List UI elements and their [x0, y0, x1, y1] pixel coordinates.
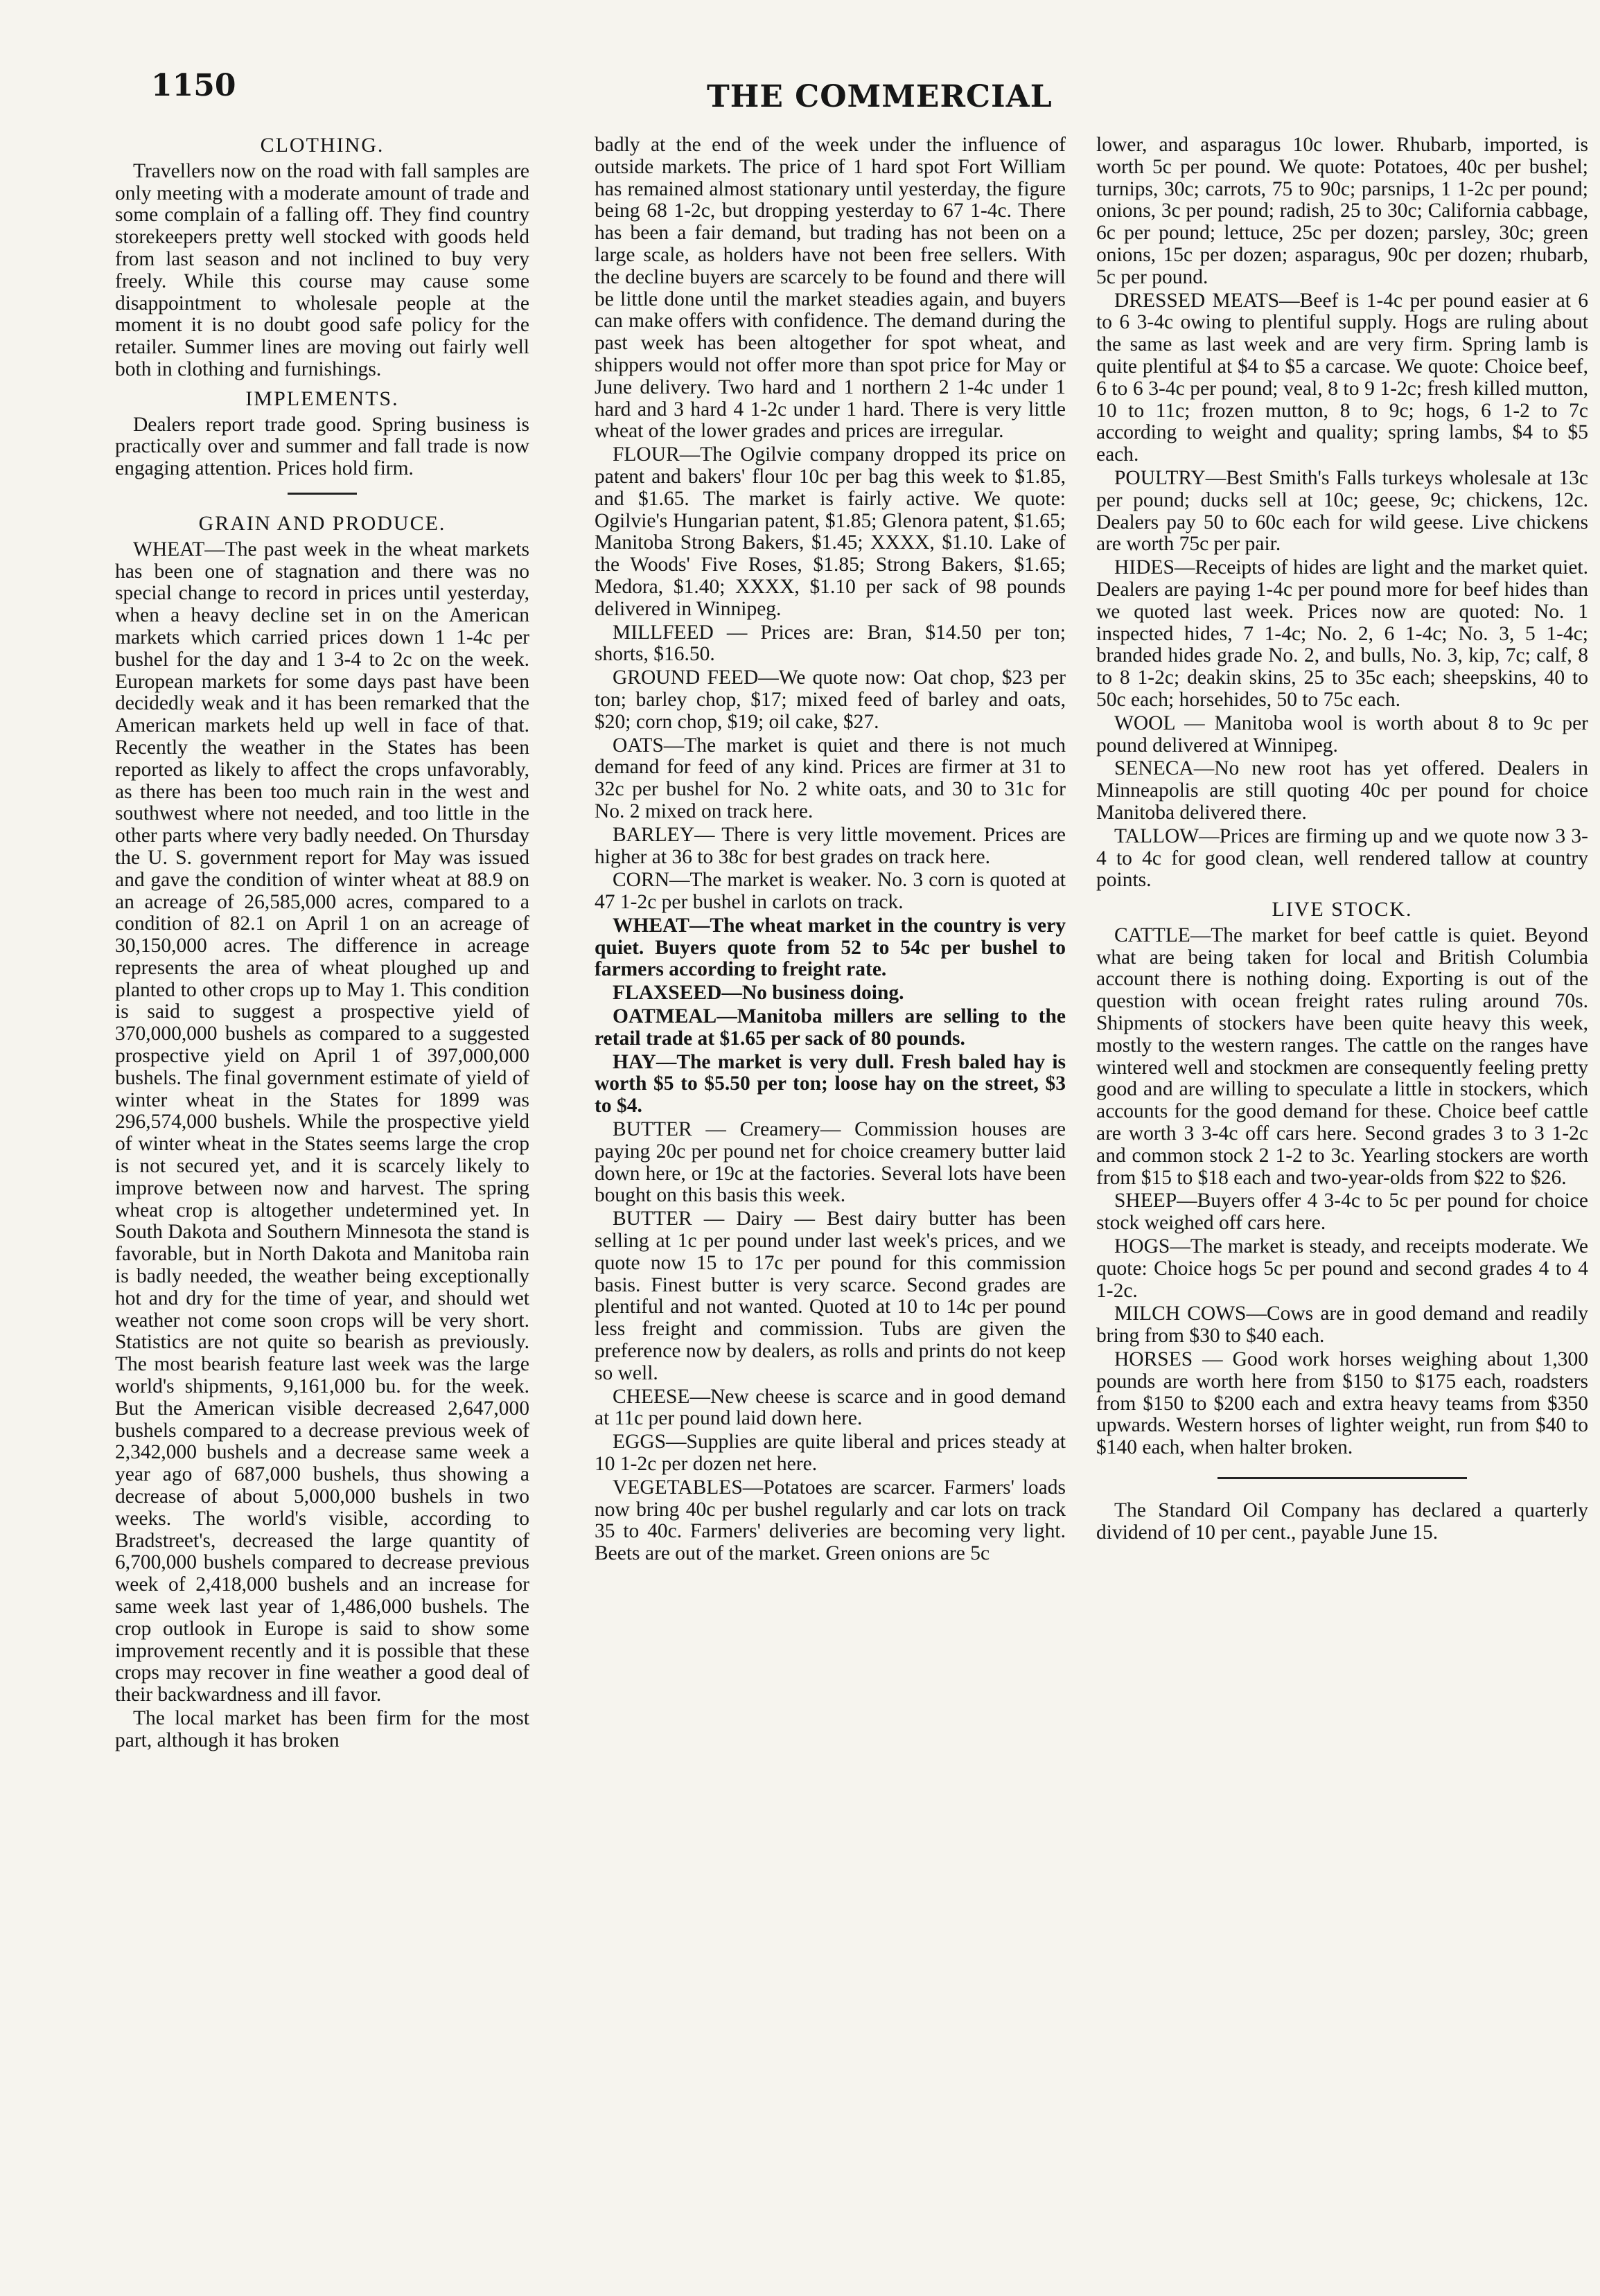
standard-oil-paragraph: The Standard Oil Company has declared a quarterly dividend of 10 per cent., payable June 15. [1096, 1499, 1588, 1544]
seneca-paragraph: SENECA—No new root has yet offered. Dealers in Minneapolis are still quoting 40c per pound for choice Manitoba delivered there. [1096, 757, 1588, 824]
horses-paragraph: HORSES — Good work horses weighing about 1,300 pounds are worth here from $150 to $175 each, roadsters from $150 to $200 each and extra heavy teams from $350 upwards. Western horses of lighter weight, run from $40 to $140 each, when halter broken. [1096, 1348, 1588, 1459]
running-head: THE COMMERCIAL [707, 79, 1053, 114]
grain-produce-heading: GRAIN AND PRODUCE. [198, 511, 446, 535]
wheat-paragraph: WHEAT—The past week in the wheat markets has been one of stagnation and there was no special change to record in prices until yesterday, when a heavy decline set in on the American markets which carried prices down 1 1-4c per bushel for the day and 1 3-4 to 2c on the week. European markets for some days past have been decidedly weak and it has been remarked that the American markets held up well in face of that. Recently the weather in the States has been reported as likely to affect the crops unfavorably, as there has been too much rain in the west and southwest where not needed, and too little in the other parts where very badly needed. On Thursday the U. S. government report for May was issued and gave the condition of winter wheat at 88.9 on an acreage of 26,585,000 acres, compared to a condition of 82.1 on April 1 on an acreage of 30,150,000 acres. The difference in acreage represents the area of wheat ploughed up and planted to other crops up to May 1. This condition is said to suggest a prospective yield of 370,000,000 bushels as compared to a suggested prospective yield on April 1 of 397,000,000 bushels. The final government estimate of yield of winter wheat in the States for 1899 was 296,574,000 bushels. While the prospective yield of winter wheat in the States seems large the crop is not secured yet, and it is scarcely likely to improve between now and harvest. The spring wheat crop is altogether undetermined yet. In South Dakota and Southern Minnesota the stand is favorable, but in North Dakota and Manitoba rain is badly needed, the weather being exceptionally hot and dry for the time of year, and should wet weather not come soon crops will be very short. Statistics are not quite so bearish as previously. The most bearish feature last week was the large world's shipments, 9,161,000 bu. for the week. But the American visible decreased 2,647,000 bushels compared to a decrease previous week of 2,342,000 bushels and a decrease same week a year ago of 687,000 bushels, thus showing a decrease of about 5,000,000 bushels in two weeks. The world's visible, according to Bradstreet's, decreased the large quantity of 6,700,000 bushels compared to decrease previous week of 2,418,000 bushels and an increase for same week last year of 1,486,000 bushels. The crop outlook in Europe is said to show some improvement recently and it is possible that these crops may recover in fine weather a good deal of their backwardness and ill favor. [115, 538, 529, 1706]
column-1 [115, 134, 529, 2234]
live-stock-heading: LIVE STOCK. [1272, 898, 1413, 921]
dressed-meats-paragraph: DRESSED MEATS—Beef is 1-4c per pound easier at 6 to 6 3-4c owing to plentiful supply. Hogs are ruling about the same as last week and are very firm. Spring lamb is quite plentiful at $4 to $5 a carcase. We quote: Choice beef, 6 to 6 3-4c per pound; veal, 8 to 9 1-2c; fresh killed mutton, 10 to 11c; frozen mutton, 8 to 9c; hogs, 6 1-2 to 7c according to weight and quality; spring lambs, $4 to $5 each. [1096, 289, 1588, 466]
vegetables-paragraph: VEGETABLES—Potatoes are scarcer. Farmers' loads now bring 40c per bushel regularly and car lots on track 35 to 40c. Farmers' deliveries are becoming very light. Beets are out of the market. Green onions are 5c [595, 1476, 1066, 1565]
flour-paragraph: FLOUR—The Ogilvie company dropped its price on patent and bakers' flour 10c per bag this week to $1.85, and $1.65. The market is fairly active. We quote: Ogilvie's Hungarian patent, $1.85; Glenora patent, $1.65; Manitoba Strong Bakers, $1.45; XXXX, $1.10. Lake of the Woods' Five Roses, $1.85; Strong Bakers, $1.65; Medora, $1.40; XXXX, $1.10 per sack of 98 pounds delivered in Winnipeg. [595, 443, 1066, 620]
cheese-paragraph: CHEESE—New cheese is scarce and in good demand at 11c per pound laid down here. [595, 1385, 1066, 1430]
local-market-paragraph: The local market has been firm for the most part, although it has broken [115, 1706, 529, 1751]
sheep-paragraph: SHEEP—Buyers offer 4 3-4c to 5c per pound for choice stock weighed off cars here. [1096, 1190, 1588, 1235]
tallow-paragraph: TALLOW—Prices are firming up and we quote now 3 3-4 to 4c for good clean, well rendered tallow at country points. [1096, 824, 1588, 892]
oats-paragraph: OATS—The market is quiet and there is not much demand for feed of any kind. Prices are firmer at 31 to 32c per bushel for No. 2 white oats, and 30 to 31c for No. 2 mixed on track here. [595, 734, 1066, 822]
milch-cows-paragraph: MILCH COWS—Cows are in good demand and readily bring from $30 to $40 each. [1096, 1302, 1588, 1348]
butter-creamery-paragraph: BUTTER — Creamery— Commission houses are paying 20c per pound net for choice creamery butter laid down here, or 19c at the factories. Several lots have been bought on this basis this week. [595, 1118, 1066, 1207]
country-wheat-paragraph: WHEAT—The wheat market in the country is very quiet. Buyers quote from 52 to 54c per bushel to farmers according to freight rate. [595, 914, 1066, 981]
hides-paragraph: HIDES—Receipts of hides are light and the market quiet. Dealers are paying 1-4c per pound more for beef hides than we quoted last week. Prices now are quoted: No. 1 inspected hides, 7 1-4c; No. 2, 6 1-4c; No. 3, 5 1-4c; branded hides grade No. 2, and bulls, No. 3, kip, 7c; calf, 8 to 8 1-2c; deakin skins, 25 to 35c each; sheepskins, 40 to 50c each; horsehides, 50 to 75c each. [1096, 556, 1588, 711]
eggs-paragraph: EGGS—Supplies are quite liberal and prices steady at 10 1-2c per dozen net here. [595, 1431, 1066, 1476]
hogs-paragraph: HOGS—The market is steady, and receipts moderate. We quote: Choice hogs 5c per pound and second grades 4 to 4 1-2c. [1096, 1235, 1588, 1302]
implements-paragraph: Dealers report trade good. Spring business is practically over and summer and fall trade is now engaging attention. Prices hold firm. [115, 413, 529, 480]
clothing-paragraph: Travellers now on the road with fall samples are only meeting with a moderate amount of trade and some complain of a falling off. They find country storekeepers pretty well stocked with goods held from last season and not inclined to buy very freely. While this course may cause some disappointment to wholesale people at the moment it is no doubt good safe policy for the retailer. Summer lines are moving out fairly well both in clothing and furnishings. [115, 159, 529, 380]
ground-feed-paragraph: GROUND FEED—We quote now: Oat chop, $23 per ton; barley chop, $17; mixed feed of barley and oats, $20; corn chop, $19; oil cake, $27. [595, 666, 1066, 733]
vegetables-continued: lower, and asparagus 10c lower. Rhubarb, imported, is worth 5c per pound. We quote: Potatoes, 40c per bushel; turnips, 30c; carrots, 75 to 90c; parsnips, 1 1-2c per pound; onions, 3c per pound; radish, 25 to 30c; California cabbage, 6c per pound; lettuce, 25c per dozen; parsley, 30c; green onions, 15c per dozen; asparagus, 90c per dozen; rhubarb, 5c per pound. [1096, 134, 1588, 288]
millfeed-paragraph: MILLFEED — Prices are: Bran, $14.50 per ton; shorts, $16.50. [595, 621, 1066, 666]
column-2 [595, 134, 1066, 2268]
oatmeal-paragraph: OATMEAL—Manitoba millers are selling to the retail trade at $1.65 per sack of 80 pounds. [595, 1005, 1066, 1050]
hay-paragraph: HAY—The market is very dull. Fresh baled hay is worth $5 to $5.50 per ton; loose hay on the street, $3 to $4. [595, 1050, 1066, 1118]
clothing-heading: CLOTHING. [260, 134, 385, 157]
section-divider [288, 493, 357, 495]
butter-dairy-paragraph: BUTTER — Dairy — Best dairy butter has been selling at 1c per pound under last week's prices, and we quote now 15 to 17c per pound for this commission basis. Finest butter is very scarce. Second grades are plentiful and not wanted. Quoted at 10 to 14c per pound less freight and commission. Tubs are given the preference now by dealers, as rolls and prints do not keep so well. [595, 1208, 1066, 1384]
poultry-paragraph: POULTRY—Best Smith's Falls turkeys wholesale at 13c per pound; ducks sell at 10c; geese, 9c; chickens, 12c. Dealers pay 50 to 60c each for wild geese. Live chickens are worth 75c per pair. [1096, 466, 1588, 556]
ornamental-divider [1217, 1477, 1467, 1479]
barley-paragraph: BARLEY— There is very little movement. Prices are higher at 36 to 38c for best grades on track here. [595, 823, 1066, 868]
flaxseed-paragraph: FLAXSEED—No business doing. [613, 982, 904, 1005]
local-market-continued: badly at the end of the week under the influence of outside markets. The price of 1 hard spot Fort William has remained almost stationary until yesterday, the figure being 68 1-2c, but dropping yesterday to 67 1-4c. There has been a fair demand, but trading has not been on a large scale, as holders have not been free sellers. With the decline buyers are scarcely to be found and there will be little done until the market steadies again, and buyers can make offers with confidence. The demand during the past week has been altogether for spot wheat, and shippers would not offer more than spot price for May or June delivery. Two hard and 1 northern 2 1-4c under 1 hard and 3 hard 4 1-2c under 1 hard. There is very little wheat of the lower grades and prices are irregular. [595, 134, 1066, 443]
corn-paragraph: CORN—The market is weaker. No. 3 corn is quoted at 47 1-2c per bushel in carlots on track. [595, 869, 1066, 914]
wool-paragraph: WOOL — Manitoba wool is worth about 8 to 9c per pound delivered at Winnipeg. [1096, 712, 1588, 757]
cattle-paragraph: CATTLE—The market for beef cattle is quiet. Beyond what are being taken for local and British Columbia account there is nothing doing. Exporting is out of the question with ocean freight rates ruling around 70s. Shipments of stockers have been quite heavy this week, mostly to the western ranges. The cattle on the ranges have wintered well and stockmen are consequently feeling pretty good and are willing to speculate a little in stockers, which accounts for the good demand for these. Choice beef cattle are worth 3 3-4c off cars here. Second grades 3 to 3 1-2c and common stock 2 1-2 to 3c. Yearling stockers are worth from $15 to $18 each and two-year-olds from $22 to $26. [1096, 924, 1588, 1189]
column-3 [1096, 134, 1588, 2268]
implements-heading: IMPLEMENTS. [245, 387, 399, 410]
page-number: 1150 [151, 68, 236, 103]
